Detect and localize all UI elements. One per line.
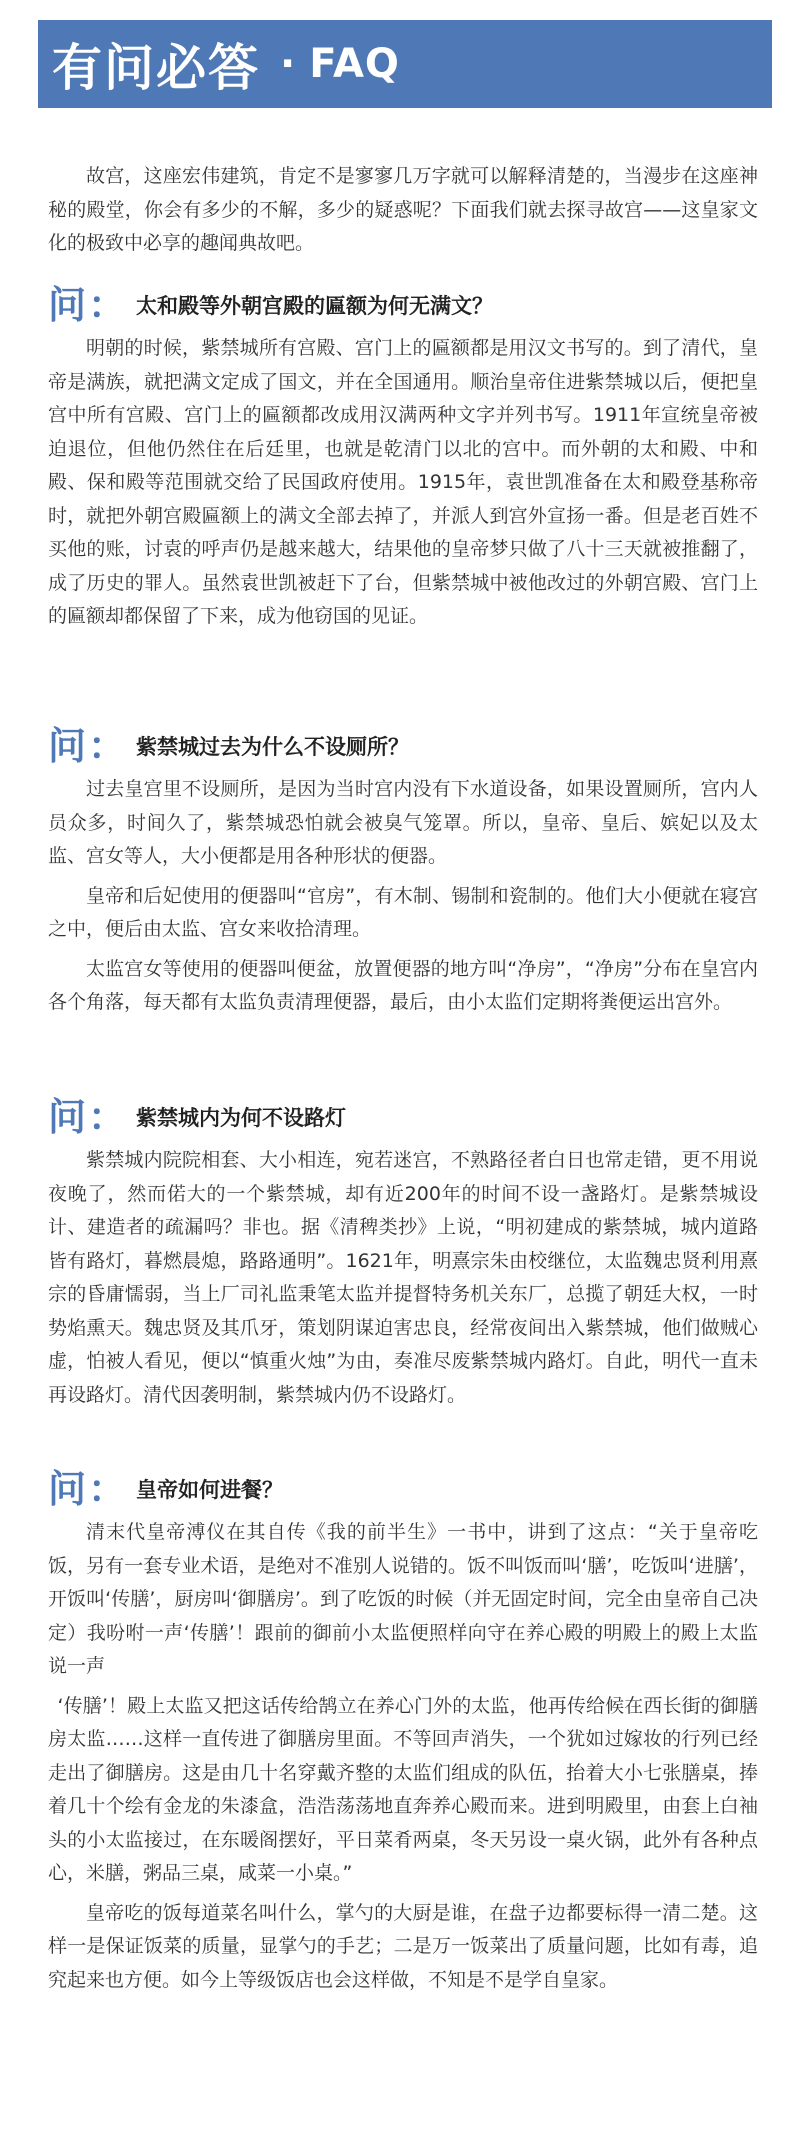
answer-paragraph: 皇帝和后妃使用的便器叫“官房”，有木制、锡制和瓷制的。他们大小便就在寝宫之中，便后由太监、宫女来收拾清理。 [48, 884, 758, 940]
question-marker: 问： [48, 1095, 129, 1139]
intro-paragraph: 故宫，这座宏伟建筑，肯定不是寥寥几万字就可以解释清楚的，当漫步在这座神秘的殿堂，你会有多少的不解，多少的疑惑呢？下面我们就去探寻故宫——这皇家文化的极致中必享的趣闻典故吧。 [48, 165, 758, 254]
question-marker: 问： [48, 1467, 129, 1511]
question-heading [48, 1466, 758, 1512]
answer-paragraph: ‘传膳’！殿上太监又把这话传给鹄立在养心门外的太监，他再传给候在西长街的御膳房太监……这样一直传进了御膳房里面。不等回声消失，一个犹如过嫁妆的行列已经走出了御膳房。这是由几十名穿戴齐整的太监们组成的队伍，抬着大小七张膳桌，捧着几十个绘有金龙的朱漆盒，浩浩荡荡地直奔养心殿而来。进到明殿里，由套上白袖头的小太监接过，在东暖阁摆好，平日菜肴两桌，冬天另设一桌火锅，此外有各种点心，米膳，粥品三桌，咸菜一小桌。” [48, 1694, 758, 1884]
page-title: 有问必答 [52, 39, 260, 97]
intro-block [48, 160, 758, 261]
question-text: 紫禁城内为何不设路灯 [136, 1106, 346, 1130]
question-heading [48, 282, 758, 328]
title-separator: · [280, 41, 296, 87]
header-banner [38, 20, 772, 108]
answer-paragraph: 过去皇宫里不设厕所，是因为当时宫内没有下水道设备，如果设置厕所，宫内人员众多，时间久了，紫禁城恐怕就会被臭气笼罩。所以，皇帝、皇后、嫔妃以及太监、宫女等人，大小便都是用各种形状的便器。 [48, 778, 758, 867]
question-marker: 问： [48, 283, 129, 327]
answer-paragraph: 太监宫女等使用的便器叫便盆，放置便器的地方叫“净房”，“净房”分布在皇宫内各个角落，每天都有太监负责清理便器，最后，由小太监们定期将粪便运出宫外。 [48, 957, 758, 1013]
question-marker: 问： [48, 724, 129, 768]
faq-section-2 [48, 723, 758, 1020]
question-text: 皇帝如何进餐？ [136, 1478, 283, 1502]
answer-paragraph: 皇帝吃的饭每道菜名叫什么，掌勺的大厨是谁，在盘子边都要标得一清二楚。这样一是保证饭菜的质量，显掌勺的手艺；二是万一饭菜出了质量问题，比如有毒，追究起来也方便。如今上等级饭店也会这样做，不知是不是学自皇家。 [48, 1901, 758, 1991]
faq-section-1 [48, 282, 758, 634]
question-text: 紫禁城过去为什么不设厕所？ [136, 735, 409, 759]
answer-paragraph: 紫禁城内院院相套、大小相连，宛若迷宫，不熟路径者白日也常走错，更不用说夜晚了，然而偌大的一个紫禁城，却有近200年的时间不设一盏路灯。是紫禁城设计、建造者的疏漏吗？非也。据《清稗类抄》上说，“明初建成的紫禁城，城内道路皆有路灯，暮燃晨熄，路路通明”。1621年，明熹宗朱由校继位，太监魏忠贤利用熹宗的昏庸懦弱，当上厂司礼监秉笔太监并提督特务机关东厂，总揽了朝廷大权，一时势焰熏天。魏忠贤及其爪牙，策划阴谋迫害忠良，经常夜间出入紫禁城，他们做贼心虚，怕被人看见，便以“慎重火烛”为由，奏准尽废紫禁城内路灯。自此，明代一直未再设路灯。清代因袭明制，紫禁城内仍不设路灯。 [48, 1149, 758, 1406]
answer-paragraph: 明朝的时候，紫禁城所有宫殿、宫门上的匾额都是用汉文书写的。到了清代，皇帝是满族，就把满文定成了国文，并在全国通用。顺治皇帝住进紫禁城以后，便把皇宫中所有宫殿、宫门上的匾额都改成用汉满两种文字并列书写。1911年宣统皇帝被迫退位，但他仍然住在后廷里，也就是乾清门以北的宫中。而外朝的太和殿、中和殿、保和殿等范围就交给了民国政府使用。1915年，袁世凯准备在太和殿登基称帝时，就把外朝宫殿匾额上的满文全部去掉了，并派人到宫外宣扬一番。但是老百姓不买他的账，讨袁的呼声仍是越来越大，结果他的皇帝梦只做了八十三天就被推翻了，成了历史的罪人。虽然袁世凯被赶下了台，但紫禁城中被他改过的外朝宫殿、宫门上的匾额却都保留了下来，成为他窃国的见证。 [48, 337, 758, 627]
faq-section-3 [48, 1094, 758, 1412]
question-heading [48, 723, 758, 769]
question-text: 太和殿等外朝宫殿的匾额为何无满文？ [136, 294, 493, 318]
page-subtitle: FAQ [309, 41, 400, 87]
answer-paragraph: 清末代皇帝溥仪在其自传《我的前半生》一书中，讲到了这点：“关于皇帝吃饭，另有一套专业术语，是绝对不准别人说错的。饭不叫饭而叫‘膳’，吃饭叫‘进膳’，开饭叫‘传膳’，厨房叫‘御膳房’。到了吃饭的时候（并无固定时间，完全由皇帝自己决定）我吩咐一声‘传膳’！跟前的御前小太监便照样向守在养心殿的明殿上的殿上太监说一声 [48, 1521, 758, 1677]
faq-section-4 [48, 1466, 758, 1997]
question-heading [48, 1094, 758, 1140]
